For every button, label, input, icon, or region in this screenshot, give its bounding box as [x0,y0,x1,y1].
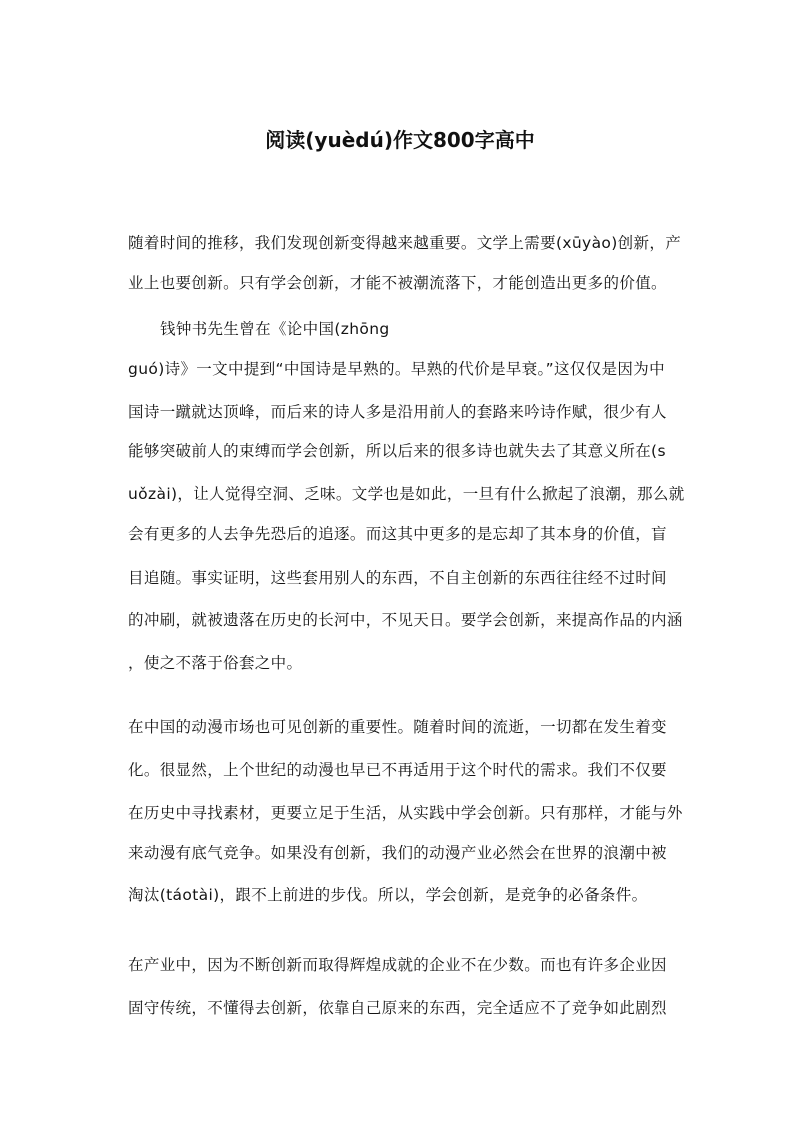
paragraph-3-line-1: 在中国的动漫市场也可见创新的重要性。随着时间的流逝，一切都在发生着变 [128,718,667,736]
paragraph-2-line-3: 国诗一蹴就达顶峰，而后来的诗人多是沿用前人的套路来吟诗作赋，很少有人 [128,403,667,421]
paragraph-2-line-4: 能够突破前人的束缚而学会创新，所以后来的很多诗也就失去了其意义所在(s [128,442,666,460]
paragraph-1-line-1: 随着时间的推移，我们发现创新变得越来越重要。文学上需要(xūyào)创新，产 [128,234,682,252]
paragraph-3-line-3: 在历史中寻找素材，更要立足于生活，从实践中学会创新。只有那样，才能与外 [128,804,683,822]
paragraph-2-line-6: 会有更多的人去争先恐后的追逐。而这其中更多的是忘却了其本身的价值，盲 [128,525,667,543]
paragraph-2-line-7: 目追随。事实证明，这些套用别人的东西，不自主创新的东西往往经不过时间 [128,569,667,587]
paragraph-2-line-2: guó)诗》一文中提到“中国诗是早熟的。早熟的代价是早衰。”这仅仅是因为中 [128,360,665,378]
paragraph-4-line-1: 在产业中，因为不断创新而取得辉煌成就的企业不在少数。而也有许多企业因 [128,956,667,974]
paragraph-2-line-8: 的冲刷，就被遗落在历史的长河中，不见天日。要学会创新，来提高作品的内涵 [128,611,683,629]
document-title: 阅读(yuèdú)作文800字高中 [265,128,535,152]
paragraph-3-line-5: 淘汰(táotài)，跟不上前进的步伐。所以，学会创新，是竞争的必备条件。 [128,886,648,904]
paragraph-3-line-4: 来动漫有底气竞争。如果没有创新，我们的动漫产业必然会在世界的浪潮中被 [128,844,667,862]
paragraph-4-line-2: 固守传统，不懂得去创新，依靠自己原来的东西，完全适应不了竞争如此剧烈 [128,999,667,1017]
paragraph-1-line-2: 业上也要创新。只有学会创新，才能不被潮流落下，才能创造出更多的价值。 [128,274,667,292]
paragraph-2-line-1: 钱钟书先生曾在《论中国(zhōng [160,320,390,338]
paragraph-2-line-5: uǒzài)，让人觉得空洞、乏味。文学也是如此，一旦有什么掀起了浪潮，那么就 [128,485,685,503]
paragraph-3-line-2: 化。很显然，上个世纪的动漫也早已不再适用于这个时代的需求。我们不仅要 [128,761,667,779]
paragraph-2-line-9: ，使之不落于俗套之中。 [128,654,303,672]
